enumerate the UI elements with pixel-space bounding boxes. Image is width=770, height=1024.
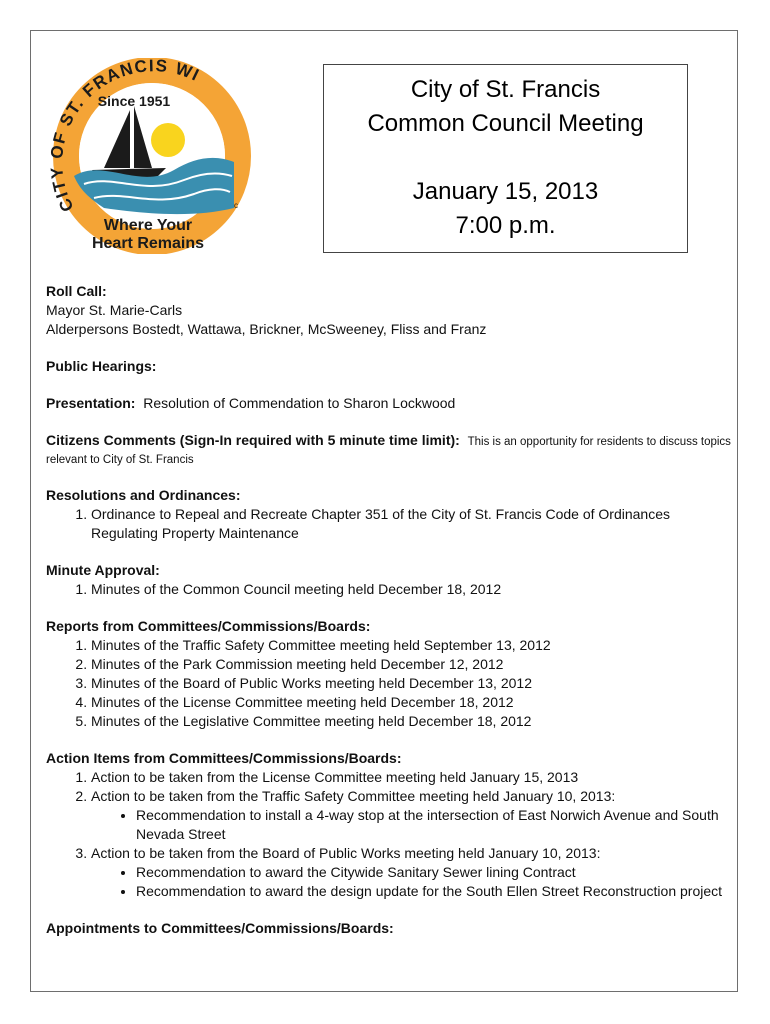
minute-approval-label: Minute Approval: bbox=[46, 562, 160, 578]
public-hearings-label: Public Hearings: bbox=[46, 358, 157, 374]
resolutions-label: Resolutions and Ordinances: bbox=[46, 487, 241, 503]
list-item bbox=[91, 844, 736, 901]
resolutions-list bbox=[46, 505, 736, 543]
action-item-3-text: Action to be taken from the Board of Public Works meeting held January 10, 2013: bbox=[91, 845, 601, 861]
list-item: • Recommendation to install a 4-way stop at the intersection of East Norwich Avenue and South Nevada Street bbox=[136, 806, 736, 844]
roll-call-label: Roll Call: bbox=[46, 283, 107, 299]
list-item: 1. Minutes of the Traffic Safety Committee meeting held September 13, 2012 bbox=[91, 636, 736, 655]
roll-call-alderpersons: Alderpersons Bostedt, Wattawa, Brickner, McSweeney, Fliss and Franz bbox=[46, 321, 487, 337]
meeting-title-box bbox=[323, 64, 688, 253]
list-item: 5. Minutes of the Legislative Committee meeting held December 18, 2012 bbox=[91, 712, 736, 731]
action-item-3-sublist bbox=[91, 863, 736, 901]
list-item bbox=[91, 787, 736, 844]
list-item: • Recommendation to award the design update for the South Ellen Street Reconstruction project bbox=[136, 882, 736, 901]
action-items-label: Action Items from Committees/Commissions/Boards: bbox=[46, 750, 402, 766]
list-item: 1. Action to be taken from the License Committee meeting held January 15, 2013 bbox=[91, 768, 736, 787]
reports-list bbox=[46, 636, 736, 731]
list-item: 4. Minutes of the License Committee meeting held December 18, 2012 bbox=[91, 693, 736, 712]
action-items-section bbox=[46, 749, 736, 901]
roll-call-mayor: Mayor St. Marie-Carls bbox=[46, 302, 183, 318]
logo-copyright: c bbox=[234, 201, 238, 210]
meeting-time: 7:00 p.m. bbox=[455, 212, 556, 239]
meeting-name: Common Council Meeting bbox=[367, 110, 644, 137]
city-logo bbox=[44, 58, 256, 254]
minute-approval-list bbox=[46, 580, 736, 599]
presentation-label: Presentation: bbox=[46, 395, 136, 411]
list-item: 1. Ordinance to Repeal and Recreate Chapter 351 of the City of St. Francis Code of Ordinances Regulating Property Maintenance bbox=[91, 505, 736, 543]
list-item: 3. Minutes of the Board of Public Works meeting held December 13, 2012 bbox=[91, 674, 736, 693]
city-name: City of St. Francis bbox=[410, 76, 601, 103]
appointments-label: Appointments to Committees/Commissions/Boards: bbox=[46, 920, 394, 936]
list-item: 2. Minutes of the Park Commission meeting held December 12, 2012 bbox=[91, 655, 736, 674]
action-item-2-text: Action to be taken from the Traffic Safety Committee meeting held January 10, 2013: bbox=[91, 788, 616, 804]
citizens-comments-label: Citizens Comments (Sign-In required with 5 minute time limit): bbox=[46, 432, 460, 448]
presentation-text: Resolution of Commendation to Sharon Lockwood bbox=[143, 395, 456, 411]
list-item: 1. Minutes of the Common Council meeting held December 18, 2012 bbox=[91, 580, 736, 599]
reports-section bbox=[46, 617, 736, 731]
logo-tagline-1: Where Your bbox=[103, 217, 193, 234]
resolutions-section bbox=[46, 486, 736, 543]
list-item: • Recommendation to award the Citywide Sanitary Sewer lining Contract bbox=[136, 863, 736, 882]
appointments-section bbox=[46, 919, 736, 938]
logo-tagline-2: Heart Remains bbox=[91, 235, 205, 252]
citizens-comments-text-2: relevant to City of St. Francis bbox=[46, 454, 194, 466]
action-item-2-sublist bbox=[91, 806, 736, 844]
reports-label: Reports from Committees/Commissions/Boards: bbox=[46, 618, 371, 634]
citizens-comments-text-1: This is an opportunity for residents to discuss topics bbox=[467, 436, 731, 448]
agenda-content bbox=[46, 282, 736, 956]
citizens-comments-section bbox=[46, 431, 736, 468]
roll-call-section bbox=[46, 282, 736, 339]
logo-sun bbox=[151, 123, 185, 157]
logo-since: Since 1951 bbox=[97, 93, 171, 109]
minute-approval-section bbox=[46, 561, 736, 599]
public-hearings-section bbox=[46, 357, 736, 376]
presentation-section bbox=[46, 394, 736, 413]
logo-ring-text: CITY OF ST. FRANCIS WI bbox=[47, 58, 204, 215]
meeting-date: January 15, 2013 bbox=[412, 178, 599, 205]
action-items-list bbox=[46, 768, 736, 901]
